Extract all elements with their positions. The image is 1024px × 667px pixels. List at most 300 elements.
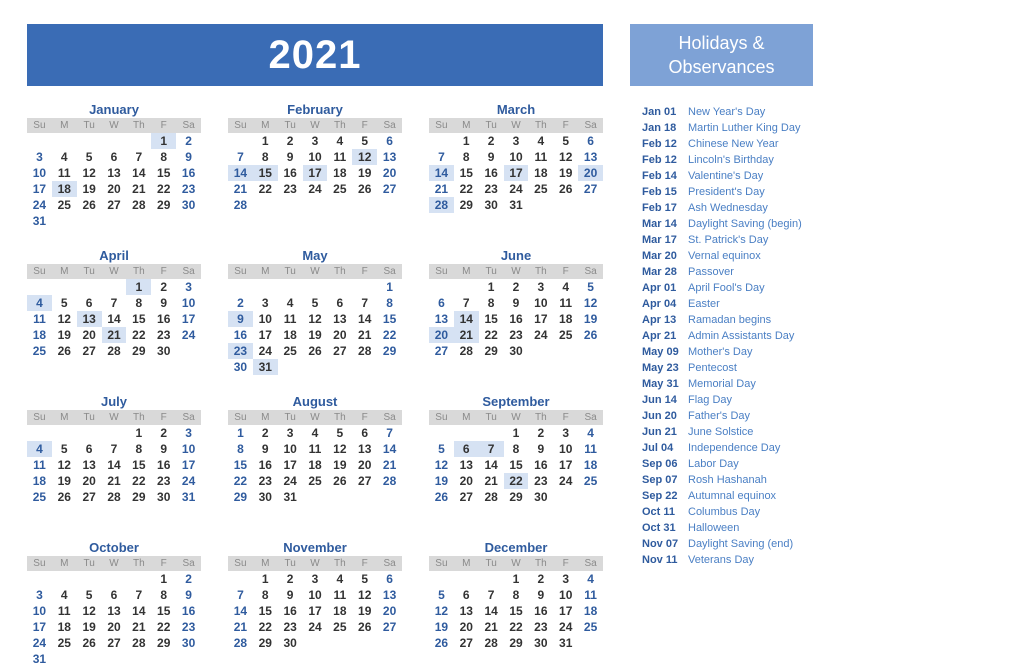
month-name: July — [100, 394, 127, 409]
day-cell: 9 — [160, 442, 168, 456]
day-cell: 17 — [559, 458, 573, 472]
day-cell: 19 — [82, 182, 96, 196]
day-cell: 18 — [559, 312, 573, 326]
holiday-name: Father's Day — [688, 410, 751, 422]
weekday-label: M — [261, 266, 270, 277]
empty-cell — [102, 425, 127, 441]
holiday-name: Easter — [688, 298, 720, 310]
holiday-name: Chinese New Year — [688, 138, 779, 150]
month-may — [228, 248, 402, 375]
weekday-label: Th — [334, 558, 346, 569]
day-cell: 8 — [160, 588, 168, 602]
weekday-label: Th — [535, 412, 547, 423]
weekday-label: Sa — [182, 120, 195, 131]
holiday-date: Nov 11 — [642, 554, 678, 566]
holiday-name: Ash Wednesday — [688, 202, 768, 214]
holiday-item — [630, 216, 830, 232]
day-cell: 31 — [559, 636, 573, 650]
day-cell: 9 — [261, 442, 269, 456]
empty-cell — [429, 571, 454, 587]
day-cell: 15 — [382, 312, 397, 326]
day-cell: 7 — [237, 150, 244, 164]
day-cell: 23 — [534, 474, 548, 488]
day-cell: 29 — [132, 344, 146, 358]
day-grid — [429, 425, 603, 505]
day-cell: 25 — [583, 620, 598, 634]
day-cell: 27 — [82, 344, 96, 358]
day-cell: 22 — [509, 620, 523, 634]
weekday-label: Su — [435, 120, 448, 131]
day-cell: 22 — [132, 328, 146, 342]
day-cell: 8 — [160, 150, 168, 164]
weekday-label: W — [310, 120, 320, 131]
empty-cell — [27, 571, 52, 587]
day-cell: 30 — [283, 636, 297, 650]
holiday-name: Vernal equinox — [688, 250, 761, 262]
weekday-label: W — [310, 266, 320, 277]
empty-cell — [479, 571, 504, 587]
day-cell: 1 — [386, 280, 393, 294]
day-cell: 19 — [358, 166, 372, 180]
day-cell: 5 — [311, 296, 319, 310]
day-cell: 9 — [185, 150, 192, 164]
weekday-label: Sa — [584, 120, 597, 131]
day-cell: 1 — [512, 426, 520, 440]
weekday-label: F — [562, 120, 569, 131]
weekday-header — [27, 556, 201, 571]
weekday-label: W — [511, 412, 521, 423]
day-cell: 10 — [258, 312, 272, 326]
day-cell: 4 — [562, 280, 570, 294]
weekday-label: Th — [133, 558, 145, 569]
holidays-header — [630, 24, 813, 86]
month-name: October — [89, 540, 139, 555]
holiday-name: Flag Day — [688, 394, 733, 406]
day-cell: 11 — [333, 588, 347, 602]
day-cell: 16 — [534, 604, 548, 618]
day-cell: 7 — [110, 296, 118, 310]
day-cell: 13 — [459, 458, 473, 472]
day-cell: 26 — [57, 490, 71, 504]
day-cell: 1 — [237, 426, 244, 440]
holiday-name: Veterans Day — [688, 554, 755, 566]
weekday-label: M — [462, 558, 471, 569]
weekday-label: Su — [234, 120, 247, 131]
day-grid — [27, 279, 201, 359]
day-cell: 21 — [233, 182, 248, 196]
empty-cell — [303, 279, 328, 295]
day-cell: 25 — [333, 620, 347, 634]
day-cell: 19 — [583, 312, 598, 326]
day-cell: 8 — [135, 296, 143, 310]
weekday-header — [27, 118, 201, 133]
day-cell: 3 — [185, 280, 192, 294]
day-cell: 13 — [434, 312, 449, 326]
day-cell: 3 — [261, 296, 269, 310]
holidays-header-label: Holidays & Observances — [668, 33, 775, 77]
day-cell: 26 — [82, 636, 96, 650]
day-cell: 4 — [587, 426, 594, 440]
day-cell: 21 — [233, 620, 248, 634]
day-cell: 30 — [157, 490, 171, 504]
empty-cell — [27, 279, 52, 295]
day-grid — [228, 571, 402, 651]
weekday-label: F — [160, 412, 167, 423]
day-cell: 22 — [382, 328, 397, 342]
day-cell: 3 — [185, 426, 192, 440]
day-cell: 29 — [233, 490, 248, 504]
weekday-label: Tu — [83, 266, 95, 277]
day-cell: 11 — [33, 458, 46, 472]
holiday-day-cell: 22 — [504, 473, 529, 489]
holiday-item — [630, 296, 830, 312]
holiday-day-cell: 1 — [151, 133, 176, 149]
weekday-label: Tu — [284, 558, 296, 569]
holiday-day-cell: 28 — [429, 197, 454, 213]
day-cell: 12 — [57, 312, 71, 326]
holiday-item — [630, 504, 830, 520]
day-cell: 10 — [559, 588, 573, 602]
weekday-label: Th — [334, 120, 346, 131]
holiday-item — [630, 264, 830, 280]
day-cell: 7 — [487, 588, 495, 602]
day-cell: 18 — [534, 166, 548, 180]
holiday-day-cell: 31 — [253, 359, 278, 375]
holiday-day-cell: 4 — [27, 441, 52, 457]
empty-cell — [454, 425, 479, 441]
holiday-date: Feb 14 — [642, 170, 677, 182]
day-cell: 23 — [534, 620, 548, 634]
month-name: May — [302, 248, 328, 263]
holiday-date: Feb 12 — [642, 138, 677, 150]
weekday-label: Tu — [83, 120, 95, 131]
holiday-item — [630, 136, 830, 152]
weekday-label: Sa — [383, 558, 396, 569]
day-grid — [27, 133, 201, 229]
weekday-label: Th — [334, 412, 346, 423]
day-cell: 27 — [459, 636, 473, 650]
holiday-date: May 09 — [642, 346, 679, 358]
day-cell: 18 — [308, 458, 322, 472]
empty-cell — [278, 279, 303, 295]
day-cell: 23 — [157, 328, 171, 342]
day-cell: 17 — [308, 604, 322, 618]
day-cell: 12 — [57, 458, 71, 472]
holiday-date: Sep 07 — [642, 474, 678, 486]
empty-cell — [352, 279, 377, 295]
weekday-label: M — [462, 120, 471, 131]
holiday-date: Jan 01 — [642, 106, 677, 118]
day-cell: 6 — [438, 296, 445, 310]
day-cell: 9 — [537, 588, 545, 602]
day-cell: 3 — [512, 134, 520, 148]
day-cell: 25 — [534, 182, 548, 196]
day-cell: 2 — [160, 426, 168, 440]
day-cell: 15 — [459, 166, 473, 180]
day-cell: 1 — [261, 572, 269, 586]
day-cell: 30 — [534, 490, 548, 504]
day-cell: 14 — [484, 604, 498, 618]
day-cell: 10 — [559, 442, 573, 456]
day-cell: 11 — [534, 150, 548, 164]
day-cell: 27 — [434, 344, 449, 358]
holiday-day-cell: 15 — [253, 165, 278, 181]
holiday-date: Apr 04 — [642, 298, 677, 310]
day-cell: 5 — [60, 442, 68, 456]
month-name: March — [496, 102, 536, 117]
day-cell: 5 — [438, 588, 445, 602]
day-cell: 31 — [32, 214, 47, 228]
day-cell: 30 — [181, 198, 196, 212]
day-grid — [27, 425, 201, 505]
day-cell: 12 — [333, 442, 347, 456]
weekday-label: M — [462, 266, 471, 277]
holiday-date: May 23 — [642, 362, 679, 374]
day-cell: 27 — [358, 474, 372, 488]
day-cell: 23 — [181, 620, 196, 634]
day-cell: 18 — [283, 328, 297, 342]
day-cell: 21 — [484, 620, 498, 634]
holiday-item — [630, 184, 830, 200]
weekday-header — [27, 410, 201, 425]
holiday-day-cell: 14 — [454, 311, 479, 327]
day-cell: 24 — [559, 474, 573, 488]
day-grid — [228, 279, 402, 375]
day-cell: 28 — [107, 490, 121, 504]
empty-cell — [102, 571, 127, 587]
holiday-item — [630, 344, 830, 360]
day-cell: 6 — [361, 426, 369, 440]
weekday-label: M — [261, 558, 270, 569]
day-cell: 2 — [487, 134, 495, 148]
day-cell: 6 — [386, 572, 393, 586]
empty-cell — [102, 279, 127, 295]
day-cell: 23 — [484, 182, 498, 196]
month-name: September — [482, 394, 550, 409]
day-grid — [228, 133, 402, 213]
day-cell: 21 — [358, 328, 372, 342]
weekday-label: W — [310, 412, 320, 423]
day-cell: 22 — [132, 474, 146, 488]
day-cell: 24 — [308, 182, 322, 196]
weekday-label: Th — [535, 558, 547, 569]
day-cell: 25 — [57, 636, 71, 650]
day-cell: 17 — [534, 312, 548, 326]
weekday-label: M — [60, 120, 69, 131]
day-cell: 14 — [484, 458, 498, 472]
empty-cell — [52, 571, 77, 587]
month-march — [429, 102, 603, 213]
day-cell: 7 — [135, 588, 143, 602]
day-cell: 19 — [57, 328, 71, 342]
day-cell: 5 — [562, 134, 570, 148]
day-cell: 18 — [333, 604, 347, 618]
day-cell: 20 — [358, 458, 372, 472]
day-cell: 26 — [358, 620, 372, 634]
holiday-item — [630, 200, 830, 216]
day-cell: 14 — [107, 458, 121, 472]
day-cell: 14 — [107, 312, 121, 326]
day-cell: 28 — [358, 344, 372, 358]
day-cell: 7 — [438, 150, 445, 164]
day-cell: 15 — [132, 312, 146, 326]
day-cell: 9 — [185, 588, 192, 602]
holiday-name: Admin Assistants Day — [688, 330, 795, 342]
weekday-label: Su — [234, 412, 247, 423]
day-cell: 17 — [32, 620, 47, 634]
weekday-label: Sa — [182, 412, 195, 423]
day-cell: 7 — [237, 588, 244, 602]
day-cell: 24 — [559, 620, 573, 634]
day-cell: 19 — [434, 620, 449, 634]
holiday-item — [630, 440, 830, 456]
weekday-label: M — [261, 412, 270, 423]
day-cell: 25 — [559, 328, 573, 342]
day-cell: 18 — [32, 474, 47, 488]
day-cell: 13 — [382, 150, 397, 164]
weekday-label: Su — [33, 266, 46, 277]
empty-cell — [52, 425, 77, 441]
holiday-name: Halloween — [688, 522, 740, 534]
weekday-header — [228, 118, 402, 133]
holiday-name: Labor Day — [688, 458, 739, 470]
day-cell: 19 — [559, 166, 573, 180]
weekday-label: Tu — [485, 120, 497, 131]
day-cell: 22 — [233, 474, 248, 488]
day-cell: 18 — [583, 604, 598, 618]
day-cell: 25 — [283, 344, 297, 358]
holiday-date: Mar 28 — [642, 266, 677, 278]
holiday-date: Jan 18 — [642, 122, 677, 134]
holiday-name: President's Day — [688, 186, 765, 198]
day-cell: 16 — [509, 312, 523, 326]
day-cell: 7 — [135, 150, 143, 164]
day-cell: 15 — [509, 458, 523, 472]
weekday-label: M — [462, 412, 471, 423]
holiday-name: St. Patrick's Day — [688, 234, 769, 246]
weekday-label: M — [60, 558, 69, 569]
weekday-header — [429, 556, 603, 571]
day-cell: 1 — [160, 572, 168, 586]
holiday-name: Valentine's Day — [688, 170, 764, 182]
weekday-label: Th — [133, 412, 145, 423]
holiday-day-cell: 1 — [126, 279, 151, 295]
day-cell: 21 — [132, 620, 146, 634]
day-cell: 30 — [534, 636, 548, 650]
day-cell: 29 — [509, 490, 523, 504]
day-cell: 23 — [509, 328, 523, 342]
holiday-item — [630, 232, 830, 248]
holiday-name: June Solstice — [688, 426, 754, 438]
day-cell: 21 — [132, 182, 146, 196]
weekday-label: Su — [33, 412, 46, 423]
holiday-item — [630, 456, 830, 472]
day-cell: 27 — [382, 182, 397, 196]
weekday-label: Tu — [485, 412, 497, 423]
holiday-name: Passover — [688, 266, 734, 278]
day-cell: 16 — [283, 166, 297, 180]
day-cell: 19 — [82, 620, 96, 634]
holiday-name: Pentecost — [688, 362, 737, 374]
day-cell: 29 — [459, 198, 473, 212]
holiday-name: New Year's Day — [688, 106, 766, 118]
day-cell: 15 — [132, 458, 146, 472]
day-cell: 15 — [258, 604, 272, 618]
weekday-label: Tu — [284, 412, 296, 423]
day-cell: 8 — [512, 588, 520, 602]
day-cell: 11 — [584, 442, 597, 456]
day-cell: 4 — [286, 296, 294, 310]
day-cell: 30 — [258, 490, 272, 504]
day-cell: 20 — [382, 166, 397, 180]
weekday-label: Th — [334, 266, 346, 277]
empty-cell — [454, 279, 479, 295]
holiday-date: Nov 07 — [642, 538, 679, 550]
day-cell: 25 — [57, 198, 71, 212]
year-banner — [27, 24, 603, 86]
day-cell: 3 — [537, 280, 545, 294]
day-cell: 17 — [181, 312, 196, 326]
day-cell: 16 — [181, 166, 196, 180]
day-cell: 12 — [308, 312, 322, 326]
weekday-label: Su — [435, 266, 448, 277]
holiday-date: Apr 01 — [642, 282, 677, 294]
weekday-label: F — [361, 558, 368, 569]
day-cell: 16 — [233, 328, 248, 342]
holiday-item — [630, 424, 830, 440]
day-cell: 12 — [583, 296, 598, 310]
weekday-label: Sa — [182, 558, 195, 569]
day-cell: 29 — [258, 636, 272, 650]
day-cell: 2 — [237, 296, 244, 310]
day-cell: 14 — [132, 604, 146, 618]
day-cell: 28 — [233, 636, 248, 650]
holiday-item — [630, 376, 830, 392]
day-cell: 1 — [512, 572, 520, 586]
day-cell: 22 — [258, 182, 272, 196]
day-cell: 24 — [283, 474, 297, 488]
holiday-item — [630, 120, 830, 136]
day-cell: 12 — [82, 166, 96, 180]
weekday-label: Sa — [584, 266, 597, 277]
day-cell: 4 — [60, 150, 68, 164]
day-cell: 17 — [32, 182, 47, 196]
day-cell: 2 — [185, 572, 192, 586]
month-november — [228, 540, 402, 651]
day-cell: 15 — [509, 604, 523, 618]
month-october — [27, 540, 201, 667]
day-cell: 10 — [181, 442, 196, 456]
empty-cell — [77, 425, 102, 441]
day-cell: 6 — [587, 134, 594, 148]
day-cell: 20 — [82, 474, 96, 488]
day-cell: 26 — [583, 328, 598, 342]
day-cell: 19 — [333, 458, 347, 472]
weekday-label: M — [261, 120, 270, 131]
month-august — [228, 394, 402, 505]
day-cell: 7 — [361, 296, 369, 310]
month-name: December — [484, 540, 548, 555]
day-cell: 8 — [462, 150, 470, 164]
day-cell: 25 — [32, 490, 47, 504]
weekday-label: Sa — [584, 412, 597, 423]
empty-cell — [52, 133, 77, 149]
day-cell: 11 — [57, 166, 71, 180]
holiday-name: Lincoln's Birthday — [688, 154, 774, 166]
weekday-header — [228, 410, 402, 425]
day-cell: 21 — [484, 474, 498, 488]
weekday-label: Th — [535, 266, 547, 277]
